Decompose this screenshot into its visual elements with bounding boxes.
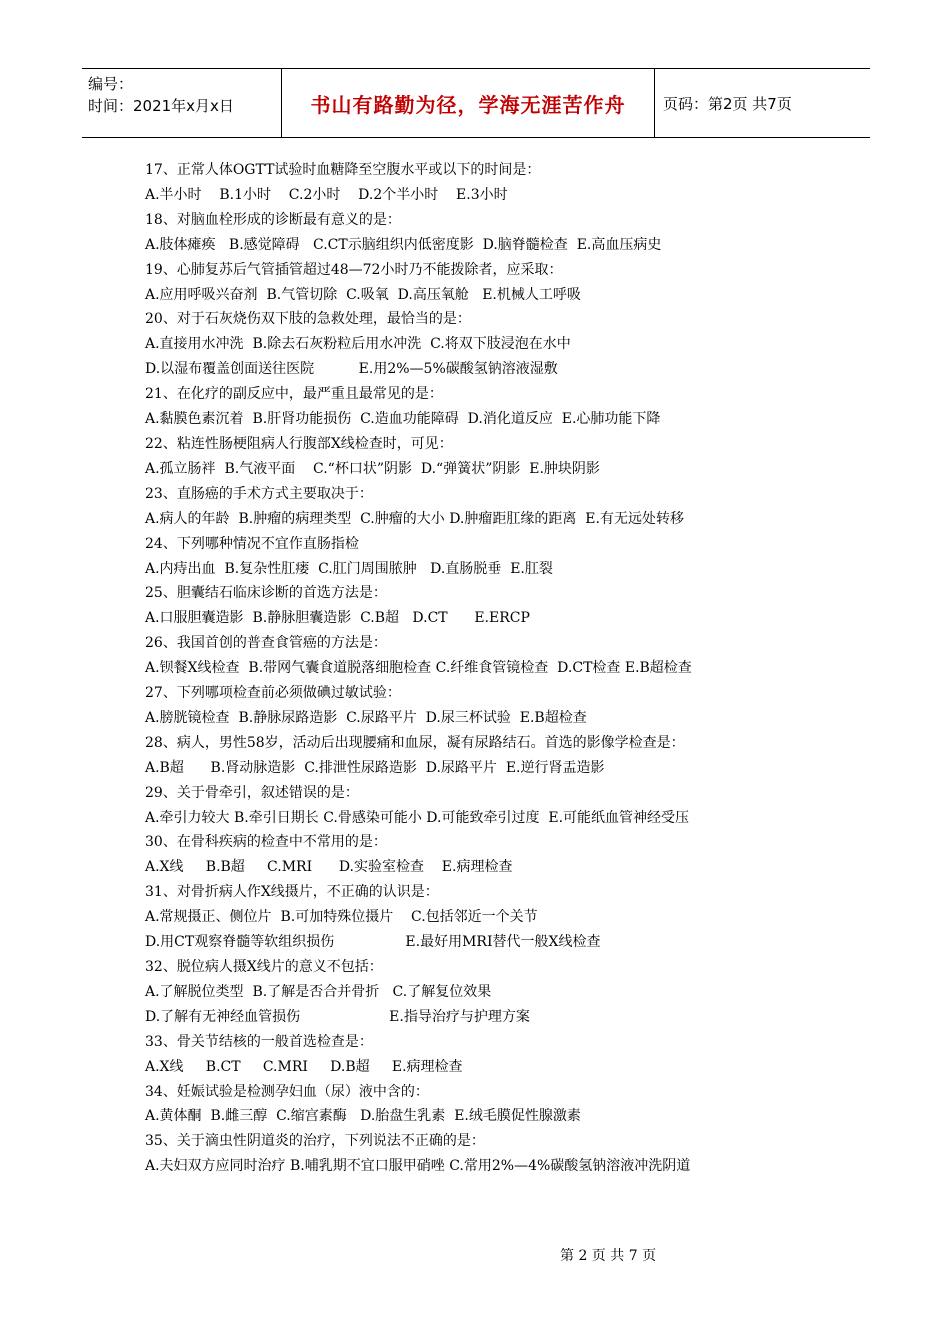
question-line: 22、粘连性肠梗阻病人行腹部X线检查时，可见： — [145, 435, 453, 452]
answer-line: A.直接用水冲洗 B.除去石灰粉粒后用水冲洗 C.将双下肢浸泡在水中 — [145, 336, 571, 353]
answer-line: A.孤立肠袢 B.气液平面 C.“杯口状”阴影 D.“弹簧状”阴影 E.肿块阴影 — [145, 460, 600, 477]
question-line: 18、对脑血栓形成的诊断最有意义的是： — [145, 211, 401, 228]
page-header — [82, 68, 870, 138]
answer-line: A.口服胆囊造影 B.静脉胆囊造影 C.B超 D.CT E.ERCP — [145, 610, 530, 627]
answer-line: A.肢体瘫痪 B.感觉障碍 C.CT示脑组织内低密度影 D.脑脊髓检查 E.高血压病史 — [145, 236, 662, 253]
question-line: 29、关于骨牵引，叙述错误的是： — [145, 784, 359, 801]
header-motto: 书山有路勤为径，学海无涯苦作舟 — [282, 69, 655, 137]
answer-line: A.X线 B.CT C.MRI D.B超 E.病理检查 — [145, 1058, 463, 1075]
answer-line: A.内痔出血 B.复杂性肛瘘 C.肛门周围脓肿 D.直肠脱垂 E.肛裂 — [145, 560, 553, 577]
answer-line: A.常规摄正、侧位片 B.可加特殊位摄片 C.包括邻近一个关节 — [145, 909, 538, 926]
answer-line: A.黄体酮 B.雌三醇 C.缩宫素酶 D.胎盘生乳素 E.绒毛膜促性腺激素 — [145, 1108, 581, 1125]
answer-line: A.X线 B.B超 C.MRI D.实验室检查 E.病理检查 — [145, 859, 513, 876]
question-line: 32、脱位病人摄X线片的意义不包括： — [145, 959, 383, 975]
answer-line: D.以湿布覆盖创面送往医院 E.用2%—5%碳酸氢钠溶液湿敷 — [145, 361, 558, 378]
answer-line: A.钡餐X线检查 B.带网气囊食道脱落细胞检查 C.纤维食管镜检查 D.CT检查 E.B超检查 — [145, 660, 692, 677]
answer-line: D.用CT观察脊髓等软组织损伤 E.最好用MRI替代一般X线检查 — [145, 934, 601, 951]
question-line: 19、心肺复苏后气管插管超过48—72小时乃不能拨除者，应采取： — [145, 261, 563, 278]
answer-line: A.B超 B.肾动脉造影 C.排泄性尿路造影 D.尿路平片 E.逆行肾盂造影 — [145, 759, 605, 776]
answer-line: A.半小时 B.1小时 C.2小时 D.2个半小时 E.3小时 — [145, 186, 508, 203]
answer-line: A.应用呼吸兴奋剂 B.气管切除 C.吸氧 D.高压氧舱 E.机械人工呼吸 — [145, 286, 581, 303]
question-line: 20、对于石灰烧伤双下肢的急救处理，最恰当的是： — [145, 311, 471, 328]
question-line: 34、妊娠试验是检测孕妇血（尿）液中含的： — [145, 1083, 429, 1100]
question-line: 25、胆囊结石临床诊断的首选方法是： — [145, 585, 387, 602]
question-line: 31、对骨折病人作X线摄片，不正确的认识是： — [145, 884, 439, 901]
page-footer: 第 2 页 共 7 页 — [560, 1248, 657, 1264]
question-line: 24、下列哪种情况不宜作直肠指检 — [145, 535, 359, 552]
answer-line: A.了解脱位类型 B.了解是否合并骨折 C.了解复位效果 — [145, 983, 492, 1000]
question-line: 30、在骨科疾病的检查中不常用的是： — [145, 834, 387, 851]
question-line: 35、关于滴虫性阴道炎的治疗，下列说法不正确的是： — [145, 1133, 485, 1150]
answer-line: A.膀胱镜检查 B.静脉尿路造影 C.尿路平片 D.尿三杯试验 E.B超检查 — [145, 709, 587, 726]
answer-line: A.夫妇双方应同时治疗 B.哺乳期不宜口服甲硝唑 C.常用2%—4%碳酸氢钠溶液冲洗阴道 — [145, 1158, 691, 1175]
header-page-info: 页码：第2页 共7页 — [663, 94, 792, 113]
question-line: 23、直肠癌的手术方式主要取决于： — [145, 485, 373, 502]
document-number-label: 编号： — [88, 75, 134, 93]
answer-line: A.牵引力较大 B.牵引日期长 C.骨感染可能小 D.可能致牵引过度 E.可能纸血管神经受压 — [145, 809, 690, 826]
header-meta — [82, 69, 282, 137]
question-line: 21、在化疗的副反应中，最严重且最常见的是： — [145, 386, 443, 403]
answer-line: D.了解有无神经血管损伤 E.指导治疗与护理方案 — [145, 1008, 530, 1025]
answer-line: A.病人的年龄 B.肿瘤的病理类型 C.肿瘤的大小 D.肿瘤距肛缘的距离 E.有无远处转移 — [145, 510, 684, 527]
answer-line: A.黏膜色素沉着 B.肝肾功能损伤 C.造血功能障碍 D.消化道反应 E.心肺功能下降 — [145, 411, 661, 428]
question-line: 26、我国首创的普查食管癌的方法是： — [145, 635, 387, 652]
question-line: 27、下列哪项检查前必须做碘过敏试验： — [145, 685, 401, 702]
document-date: 时间：2021年x月x日 — [88, 97, 234, 115]
question-line: 28、病人，男性58岁，活动后出现腰痛和血尿，凝有尿路结石。首选的影像学检查是： — [145, 734, 685, 751]
question-line: 17、正常人体OGTT试验时血糖降至空腹水平或以下的时间是： — [145, 162, 541, 178]
question-line: 33、骨关节结核的一般首选检查是： — [145, 1033, 373, 1050]
question-list — [145, 158, 815, 1179]
